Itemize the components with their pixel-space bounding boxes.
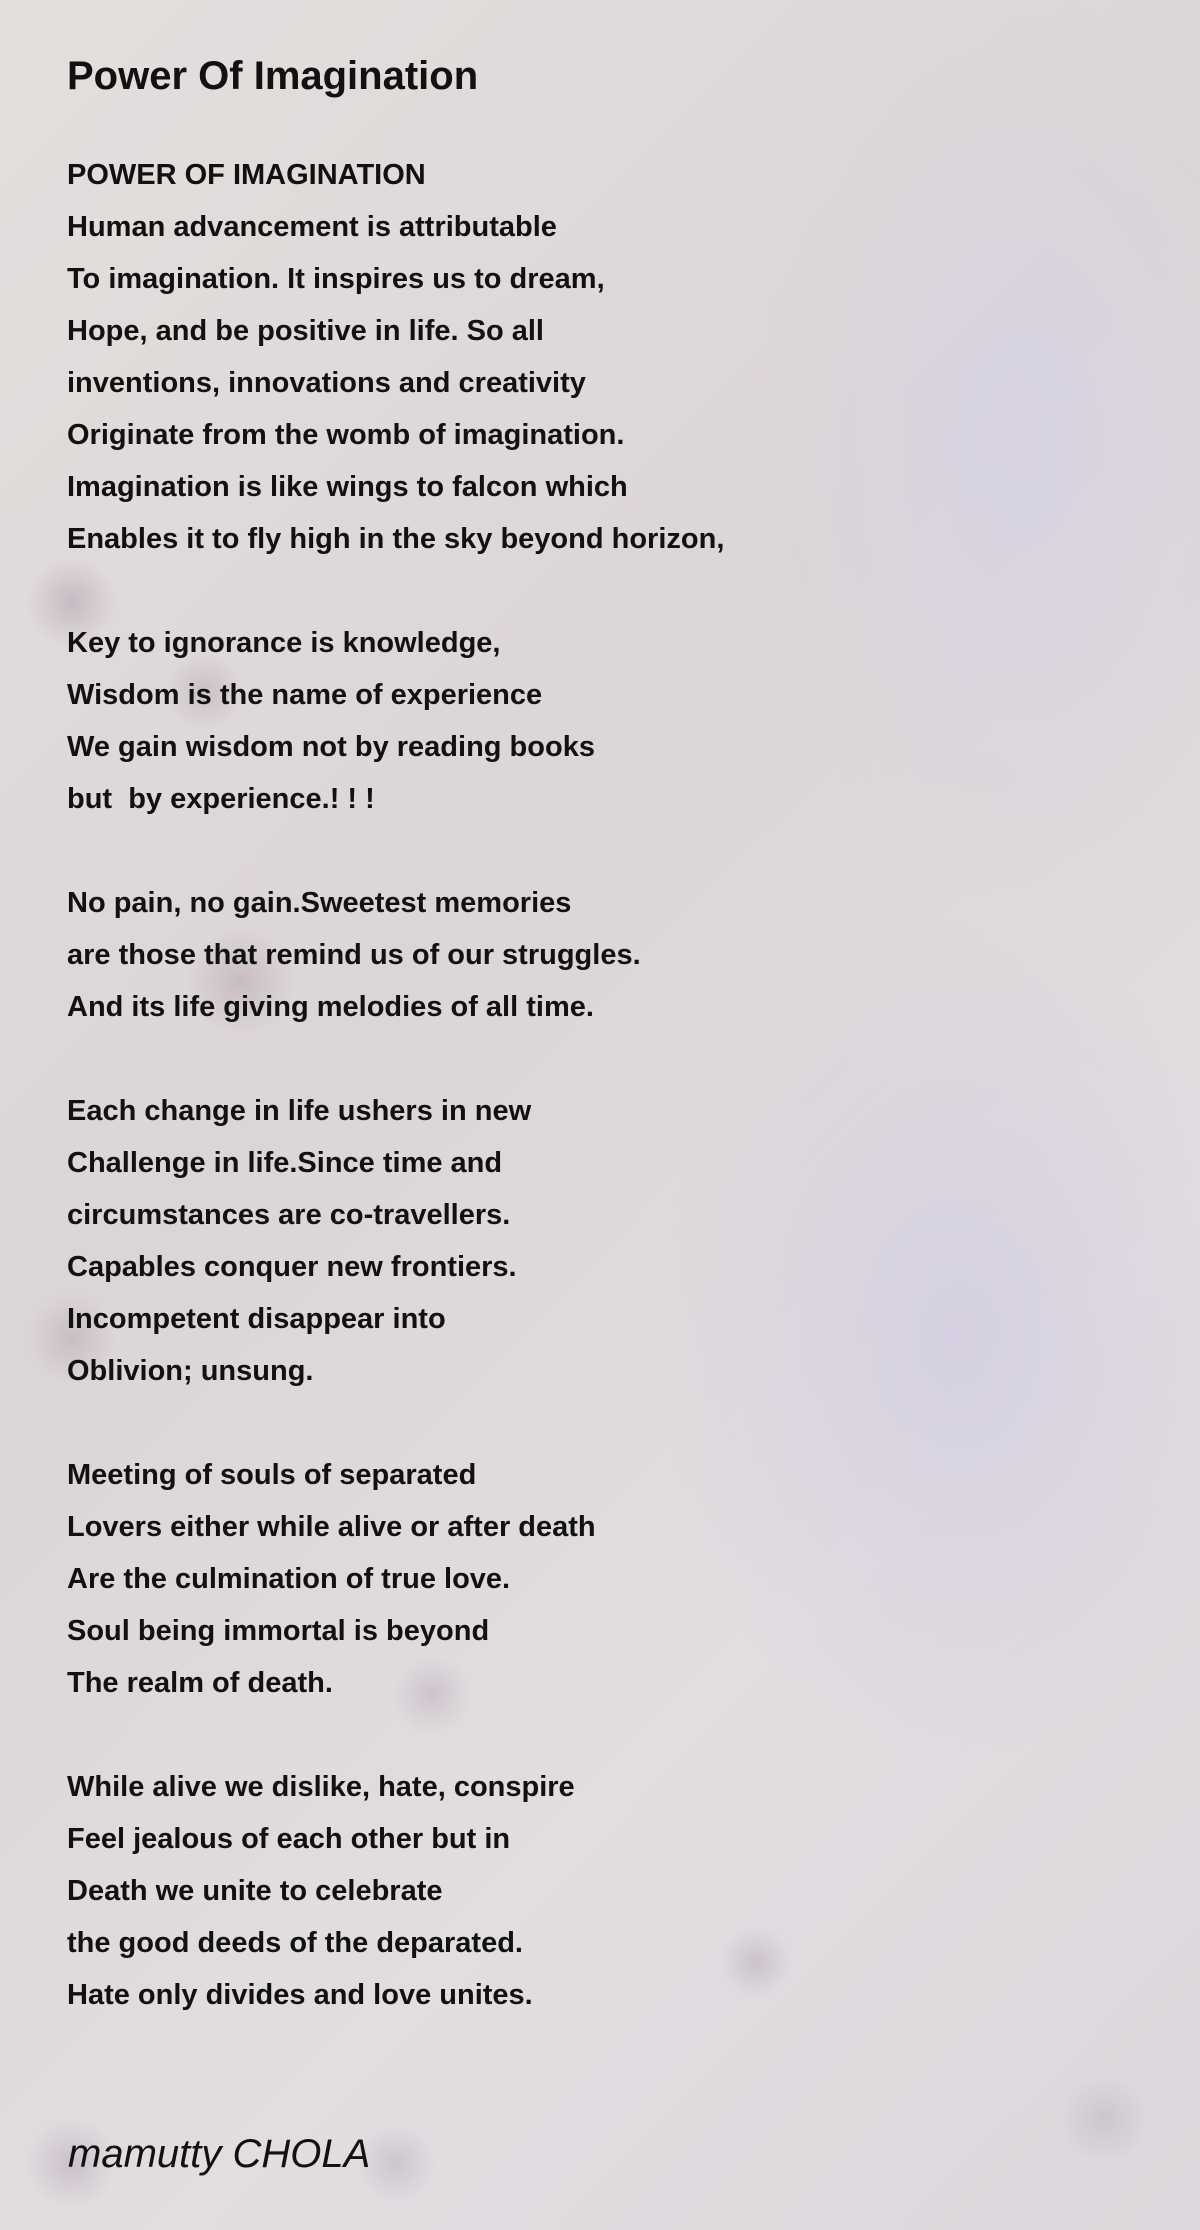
poem-line: Soul being immortal is beyond	[67, 1615, 490, 1647]
poem-line: Meeting of souls of separated	[67, 1459, 477, 1491]
poem-author: mamutty CHOLA	[68, 2132, 371, 2176]
poem-line: Wisdom is the name of experience	[67, 679, 543, 711]
poem-line: inventions, innovations and creativity	[67, 367, 586, 399]
poem-line: but by experience.! ! !	[67, 783, 375, 815]
poem-line: To imagination. It inspires us to dream,	[67, 263, 605, 295]
poem-line: the good deeds of the deparated.	[67, 1927, 523, 1959]
poem-line: Feel jealous of each other but in	[67, 1823, 511, 1855]
poem-line: Death we unite to celebrate	[67, 1875, 443, 1907]
stanza-break	[67, 1709, 724, 1761]
poem-line: We gain wisdom not by reading books	[67, 731, 595, 763]
poem-line: Imagination is like wings to falcon which	[67, 471, 628, 503]
poem-line: Hate only divides and love unites.	[67, 1979, 533, 2011]
poem-line: Key to ignorance is knowledge,	[67, 627, 501, 659]
poem-line: And its life giving melodies of all time.	[67, 991, 594, 1023]
poem-body	[67, 149, 724, 2021]
poem-line: Human advancement is attributable	[67, 211, 557, 243]
poem-line: Enables it to fly high in the sky beyond horizon,	[67, 523, 725, 555]
poem-line: Each change in life ushers in new	[67, 1095, 532, 1127]
poem-line: Lovers either while alive or after death	[67, 1511, 596, 1543]
poem-line: Capables conquer new frontiers.	[67, 1251, 517, 1283]
poem-line: are those that remind us of our struggles.	[67, 939, 641, 971]
poem-line: circumstances are co-travellers.	[67, 1199, 511, 1231]
poem-line: The realm of death.	[67, 1667, 333, 1699]
poem-line: Originate from the womb of imagination.	[67, 419, 625, 451]
poem-line: No pain, no gain.Sweetest memories	[67, 887, 572, 919]
poem-line: Challenge in life.Since time and	[67, 1147, 503, 1179]
stanza-break	[67, 825, 724, 877]
poem-line: Are the culmination of true love.	[67, 1563, 511, 1595]
poem-line: POWER OF IMAGINATION	[67, 159, 426, 191]
poem-line: While alive we dislike, hate, conspire	[67, 1771, 575, 1803]
poem-line: Hope, and be positive in life. So all	[67, 315, 544, 347]
poem-title: Power Of Imagination	[67, 54, 479, 98]
stanza-break	[67, 565, 724, 617]
poem-line: Incompetent disappear into	[67, 1303, 446, 1335]
stanza-break	[67, 1033, 724, 1085]
poem-line: Oblivion; unsung.	[67, 1355, 314, 1387]
stanza-break	[67, 1397, 724, 1449]
